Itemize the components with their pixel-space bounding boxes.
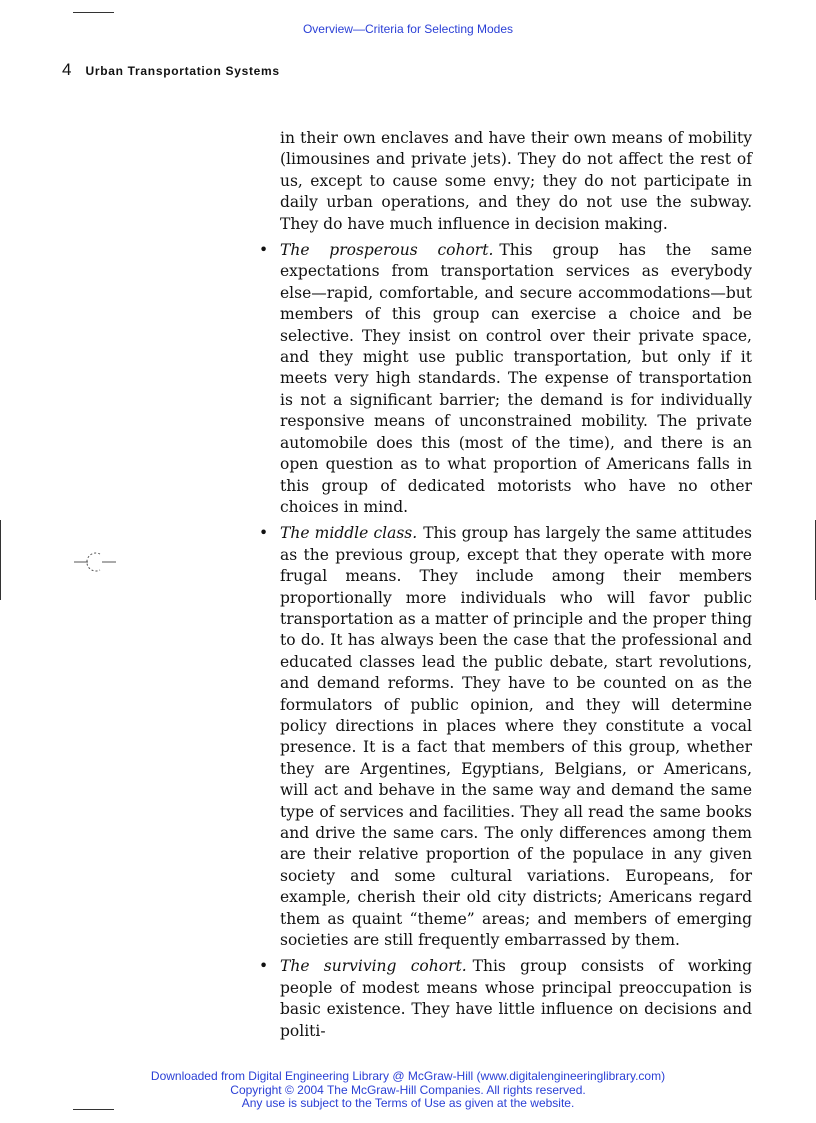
page-number: 4	[62, 60, 72, 79]
footer-download-link[interactable]: Downloaded from Digital Engineering Library @ McGraw-Hill (www.digitalengineeringlibrary.com)	[150, 1069, 666, 1083]
bullet-term: The middle class.	[280, 524, 418, 543]
crop-mark-top-left	[73, 12, 114, 13]
bullet-icon: •	[259, 957, 269, 976]
bullet-icon: •	[259, 241, 269, 260]
header-chapter-link[interactable]: Overview—Criteria for Selecting Modes	[302, 22, 514, 36]
bullet-text: This group has the same expectations from transportation services as everybody else—rapid, comfortable, and secure accommodations—but members of this group can exercise a choice and be selective. They insist on control over their private space, and they might use public transportation, but only if it meets very high standards. The expense of transportation is not a significant barrier; the demand is for individually responsive means of unconstrained mobility. The private automobile does this (most of the time), and there is an open question as to what proportion of Americans falls in this group of dedicated motorists who have no other choices in mind.	[280, 241, 752, 516]
running-title: Urban Transportation Systems	[85, 64, 280, 78]
registration-mark-icon	[74, 550, 116, 574]
bullet-term: The prosperous cohort.	[280, 241, 494, 260]
intro-paragraph: in their own enclaves and have their own means of mobility (limousines and private jets). They do not affect the rest of us, except to cause some envy; they do not participate in daily urban operations, and they do not use the subway. They do have much influence in decision making.	[280, 129, 752, 233]
bullet-text: This group consists of working people of modest means whose principal preoccupation is basic existence. They have little influence on decisions and politi-	[280, 957, 752, 1040]
footer-copyright[interactable]: Copyright © 2004 The McGraw-Hill Companies. All rights reserved.	[230, 1082, 586, 1097]
footer	[0, 1070, 816, 1111]
bullet-item	[259, 240, 752, 518]
footer-terms[interactable]: Any use is subject to the Terms of Use as given at the website.	[241, 1096, 575, 1110]
bullet-icon: •	[259, 524, 269, 543]
body-text	[259, 128, 752, 1042]
bullet-term: The surviving cohort.	[280, 957, 467, 976]
bullet-text: This group has largely the same attitudes as the previous group, except that they operate with more frugal means. They include among their members proportionally more individuals who will favor public transportation as a matter of principle and the proper thing to do. It has always been the case that the professional and educated classes lead the public debate, start revolutions, and demand reforms. They have to be counted on as the formulators of public opinion, and they will determine policy directions in places where they constitute a vocal presence. It is a fact that members of this group, whether they are Argentines, Egyptians, Belgians, or Americans, will act and behave in the same way and demand the same type of services and facilities. They all read the same books and drive the same cars. The only differences among them are their relative proportion of the populace in any given society and some cultural variations. Europeans, for example, cherish their old city districts; Americans regard them as quaint “theme” areas; and members of emerging societies are still frequently embarrassed by them.	[280, 524, 752, 950]
bullet-item	[259, 956, 752, 1042]
running-head	[62, 60, 280, 80]
crop-mark-left-edge	[0, 520, 1, 600]
bullet-item	[259, 523, 752, 951]
